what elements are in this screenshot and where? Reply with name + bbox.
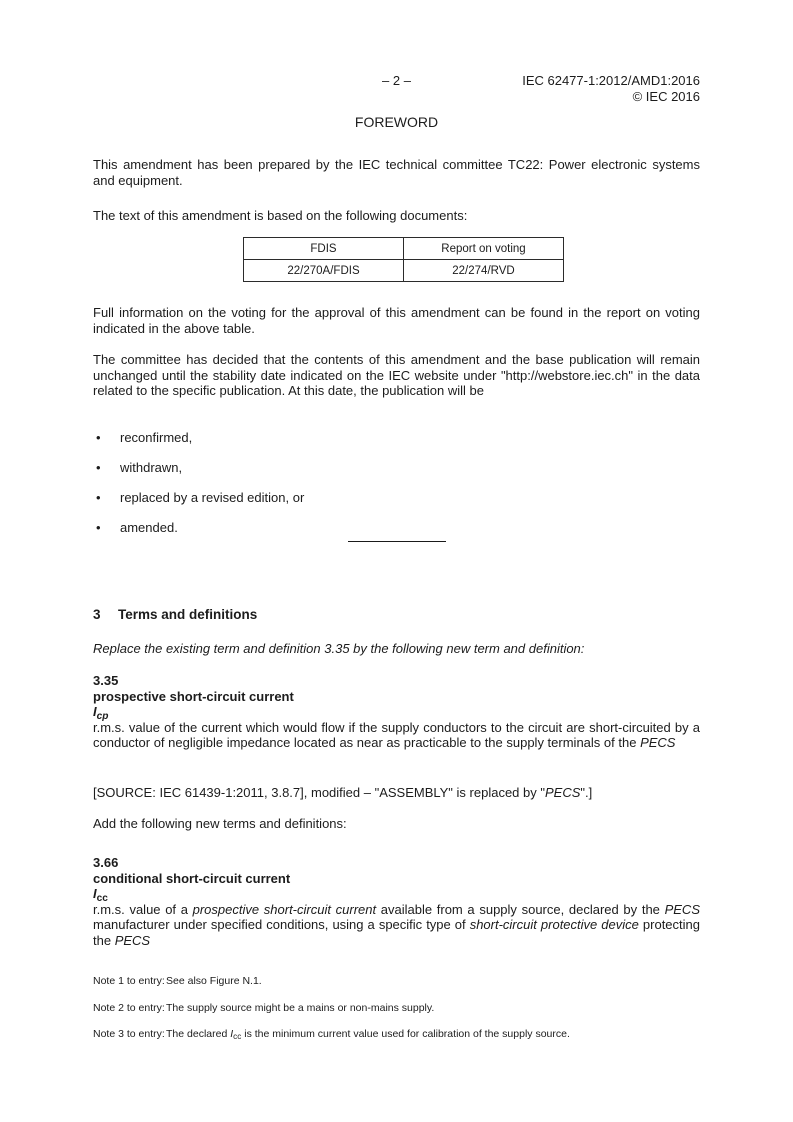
bullet-item-replaced: • replaced by a revised edition, or [93, 490, 700, 506]
table-header-fdis: FDIS [244, 238, 404, 260]
voting-documents-table [243, 237, 564, 282]
bullet-item-amended: • amended. [93, 520, 700, 536]
notes-to-entry [93, 975, 700, 1055]
bullet-item-reconfirmed: • reconfirmed, [93, 430, 700, 446]
term-definition: r.m.s. value of a prospective short-circuit current available from a supply source, declared by the PECS manufacturer under specified conditions, using a specific type of short-circuit protective device protecting the PECS [93, 901, 701, 948]
copyright-notice: © IEC 2016 [632, 89, 700, 104]
term-entry-3-66 [93, 855, 700, 948]
table-row [244, 260, 564, 282]
bullet-item-withdrawn: • withdrawn, [93, 460, 700, 476]
note-entry-1 [93, 975, 700, 988]
note-label: Note 2 to entry: [93, 1001, 165, 1014]
foreword-paragraph-4: The committee has decided that the contents of this amendment and the base publication will remain unchanged until the stability date indicated on the IEC website under "http://webstore.iec.ch" in the data related to the specific publication. At this date, the publication will be [93, 352, 700, 398]
term-definition: r.m.s. value of the current which would flow if the supply conductors to the circuit are short-circuited by a conductor of negligible impedance located as near as practicable to the supply terminals of the PECS [93, 719, 700, 750]
table-cell-fdis-value: 22/270A/FDIS [244, 260, 404, 282]
divider-rule [348, 541, 446, 542]
term-number: 3.35 [93, 673, 119, 688]
table-header-row [244, 238, 564, 260]
section-number: 3 [93, 607, 101, 622]
term-symbol: $I_{cp}$ [93, 704, 109, 722]
foreword-title: FOREWORD [354, 114, 439, 130]
page-number: – 2 – [382, 73, 411, 88]
table-header-report-on-voting: Report on voting [404, 238, 564, 260]
source-reference: [SOURCE: IEC 61439-1:2011, 3.8.7], modified – "ASSEMBLY" is replaced by "PECS".] [93, 785, 593, 800]
term-entry-3-35 [93, 673, 700, 751]
foreword-paragraph-2: The text of this amendment is based on the following documents: [93, 208, 468, 223]
term-name: conditional short-circuit current [93, 870, 291, 886]
note-label: Note 3 to entry: [93, 1028, 165, 1040]
section-heading [93, 607, 700, 623]
foreword-paragraph-3: Full information on the voting for the approval of this amendment can be found in the report on voting indicated in the above table. [93, 305, 700, 336]
bullet-list [93, 430, 700, 550]
term-symbol: $I_{cc}$ [93, 886, 108, 904]
section-title: Terms and definitions [118, 607, 258, 622]
note-text: See also Figure N.1. [166, 975, 262, 987]
header-line-1 [93, 73, 700, 89]
note-entry-2 [93, 1002, 700, 1015]
note-entry-3 [93, 1028, 700, 1041]
note-text: The supply source might be a mains or non-mains supply. [166, 1001, 435, 1014]
document-reference: IEC 62477-1:2012/AMD1:2016 [522, 73, 700, 88]
term-name: prospective short-circuit current [93, 688, 294, 704]
foreword-paragraph-1: This amendment has been prepared by the IEC technical committee TC22: Power electronic systems and equipment. [93, 157, 700, 188]
note-label: Note 1 to entry: [93, 975, 165, 987]
edit-instruction-add: Add the following new terms and definitions: [93, 816, 347, 831]
note-text: The declared $I_{cc}$ is the minimum current value used for calibration of the supply source. [166, 1028, 570, 1042]
table-cell-rvd-value: 22/274/RVD [404, 260, 564, 282]
edit-instruction-replace: Replace the existing term and definition 3.35 by the following new term and definition: [93, 641, 585, 656]
term-number: 3.66 [93, 855, 119, 870]
page-header [93, 73, 700, 105]
